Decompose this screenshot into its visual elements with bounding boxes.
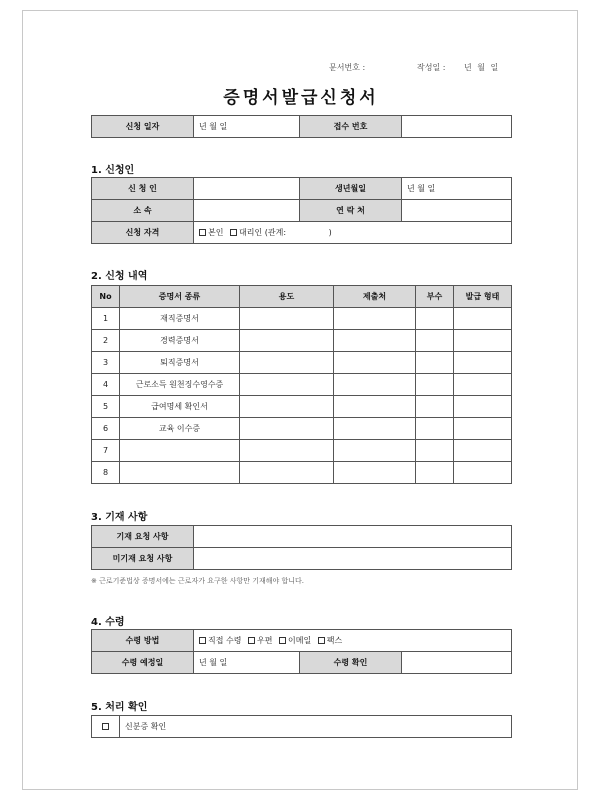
receipt-number-label: 접수 번호 — [300, 116, 402, 138]
written-date-label: 작성일 : — [417, 63, 446, 72]
birth-date-field[interactable]: 년 월 일 — [402, 178, 512, 200]
row-copies-field[interactable] — [416, 308, 454, 330]
section-applicant-title: 1. 신청인 — [91, 165, 135, 176]
row-no: 4 — [92, 374, 120, 396]
row-purpose-field[interactable] — [240, 396, 334, 418]
mail-checkbox[interactable] — [248, 637, 255, 644]
direct-checkbox[interactable] — [199, 637, 206, 644]
legal-note: ※ 근로기준법상 증명서에는 근로자가 요구한 사항만 기재해야 합니다. — [91, 577, 305, 585]
table-row — [92, 330, 512, 352]
row-copies-field[interactable] — [416, 462, 454, 484]
row-submit-to-field[interactable] — [334, 374, 416, 396]
receipt-table — [91, 629, 512, 674]
row-submit-to-field[interactable] — [334, 352, 416, 374]
direct-option-label: 직접 수령 — [208, 636, 242, 645]
receipt-method-label: 수령 방법 — [92, 630, 194, 652]
row-copies-field[interactable] — [416, 418, 454, 440]
row-format-field[interactable] — [454, 418, 512, 440]
row-no: 7 — [92, 440, 120, 462]
table-row — [92, 462, 512, 484]
affiliation-label: 소 속 — [92, 200, 194, 222]
entries-table — [91, 525, 512, 570]
header-purpose: 용도 — [240, 286, 334, 308]
header-cert-type: 증명서 종류 — [120, 286, 240, 308]
receipt-method-options — [194, 630, 512, 652]
receipt-confirm-field[interactable] — [402, 652, 512, 674]
contact-label: 연 락 처 — [300, 200, 402, 222]
page-title: 증명서발급신청서 — [223, 88, 379, 108]
header-no: No — [92, 286, 120, 308]
row-submit-to-field[interactable] — [334, 308, 416, 330]
applicant-field[interactable] — [194, 178, 300, 200]
row-purpose-field[interactable] — [240, 462, 334, 484]
apply-info-table — [91, 115, 512, 138]
row-submit-to-field[interactable] — [334, 330, 416, 352]
row-copies-field[interactable] — [416, 374, 454, 396]
processing-table — [91, 715, 512, 738]
receipt-confirm-label: 수령 확인 — [300, 652, 402, 674]
row-copies-field[interactable] — [416, 440, 454, 462]
qualification-options — [194, 222, 512, 244]
required-items-label: 기재 요청 사항 — [92, 526, 194, 548]
row-no: 8 — [92, 462, 120, 484]
row-purpose-field[interactable] — [240, 418, 334, 440]
table-row — [92, 418, 512, 440]
section-processing-title: 5. 처리 확인 — [91, 702, 148, 713]
qualification-label: 신청 자격 — [92, 222, 194, 244]
request-table — [91, 285, 512, 484]
id-check-label: 신분증 확인 — [120, 716, 512, 738]
header-copies: 부수 — [416, 286, 454, 308]
row-cert-type: 교육 이수증 — [120, 418, 240, 440]
row-purpose-field[interactable] — [240, 440, 334, 462]
receipt-date-field[interactable]: 년 월 일 — [194, 652, 300, 674]
row-cert-type: 급여명세 확인서 — [120, 396, 240, 418]
row-submit-to-field[interactable] — [334, 440, 416, 462]
section-receipt-title: 4. 수령 — [91, 617, 125, 628]
row-copies-field[interactable] — [416, 352, 454, 374]
id-check-checkbox[interactable] — [102, 723, 109, 730]
mail-option-label: 우편 — [257, 636, 273, 645]
row-submit-to-field[interactable] — [334, 396, 416, 418]
form-page — [22, 10, 578, 790]
row-format-field[interactable] — [454, 352, 512, 374]
row-submit-to-field[interactable] — [334, 418, 416, 440]
row-no: 6 — [92, 418, 120, 440]
email-option-label: 이메일 — [288, 636, 312, 645]
affiliation-field[interactable] — [194, 200, 300, 222]
row-no: 3 — [92, 352, 120, 374]
birth-date-label: 생년월일 — [300, 178, 402, 200]
row-format-field[interactable] — [454, 330, 512, 352]
section-request-title: 2. 신청 내역 — [91, 271, 148, 282]
fax-checkbox[interactable] — [318, 637, 325, 644]
receipt-number-field[interactable] — [402, 116, 512, 138]
row-cert-type: 근로소득 원천징수영수증 — [120, 374, 240, 396]
excluded-items-label: 미기재 요청 사항 — [92, 548, 194, 570]
row-purpose-field[interactable] — [240, 352, 334, 374]
fax-option-label: 팩스 — [326, 636, 343, 645]
agent-option-label: 대리인 (관계: — [239, 228, 287, 237]
table-row — [92, 374, 512, 396]
row-cert-type: 퇴직증명서 — [120, 352, 240, 374]
table-row — [92, 352, 512, 374]
apply-date-label: 신청 일자 — [92, 116, 194, 138]
row-purpose-field[interactable] — [240, 374, 334, 396]
written-date-value: 년 월 일 — [464, 63, 499, 72]
row-no: 1 — [92, 308, 120, 330]
header-submit-to: 제출처 — [334, 286, 416, 308]
table-row — [92, 440, 512, 462]
applicant-table — [91, 177, 512, 244]
contact-field[interactable] — [402, 200, 512, 222]
doc-number-label: 문서번호 : — [329, 63, 366, 72]
row-format-field[interactable] — [454, 440, 512, 462]
row-cert-type-field[interactable] — [120, 440, 240, 462]
row-copies-field[interactable] — [416, 396, 454, 418]
row-format-field[interactable] — [454, 396, 512, 418]
excluded-items-field[interactable] — [194, 548, 512, 570]
row-format-field[interactable] — [454, 374, 512, 396]
row-no: 5 — [92, 396, 120, 418]
row-cert-type: 재직증명서 — [120, 308, 240, 330]
required-items-field[interactable] — [194, 526, 512, 548]
section-entries-title: 3. 기재 사항 — [91, 512, 148, 523]
row-purpose-field[interactable] — [240, 330, 334, 352]
email-checkbox[interactable] — [279, 637, 286, 644]
row-format-field[interactable] — [454, 462, 512, 484]
id-check-cell — [92, 716, 120, 738]
self-option-label: 본인 — [208, 228, 224, 237]
row-cert-type: 경력증명서 — [120, 330, 240, 352]
header-issue-format: 발급 형태 — [454, 286, 512, 308]
row-copies-field[interactable] — [416, 330, 454, 352]
row-no: 2 — [92, 330, 120, 352]
applicant-label: 신 청 인 — [92, 178, 194, 200]
self-checkbox[interactable] — [199, 229, 206, 236]
apply-date-field[interactable]: 년 월 일 — [194, 116, 300, 138]
row-cert-type-field[interactable] — [120, 462, 240, 484]
agent-checkbox[interactable] — [230, 229, 237, 236]
row-purpose-field[interactable] — [240, 308, 334, 330]
receipt-date-label: 수령 예정일 — [92, 652, 194, 674]
row-format-field[interactable] — [454, 308, 512, 330]
table-row — [92, 308, 512, 330]
table-row — [92, 396, 512, 418]
agent-option-close: ) — [328, 228, 332, 237]
row-submit-to-field[interactable] — [334, 462, 416, 484]
